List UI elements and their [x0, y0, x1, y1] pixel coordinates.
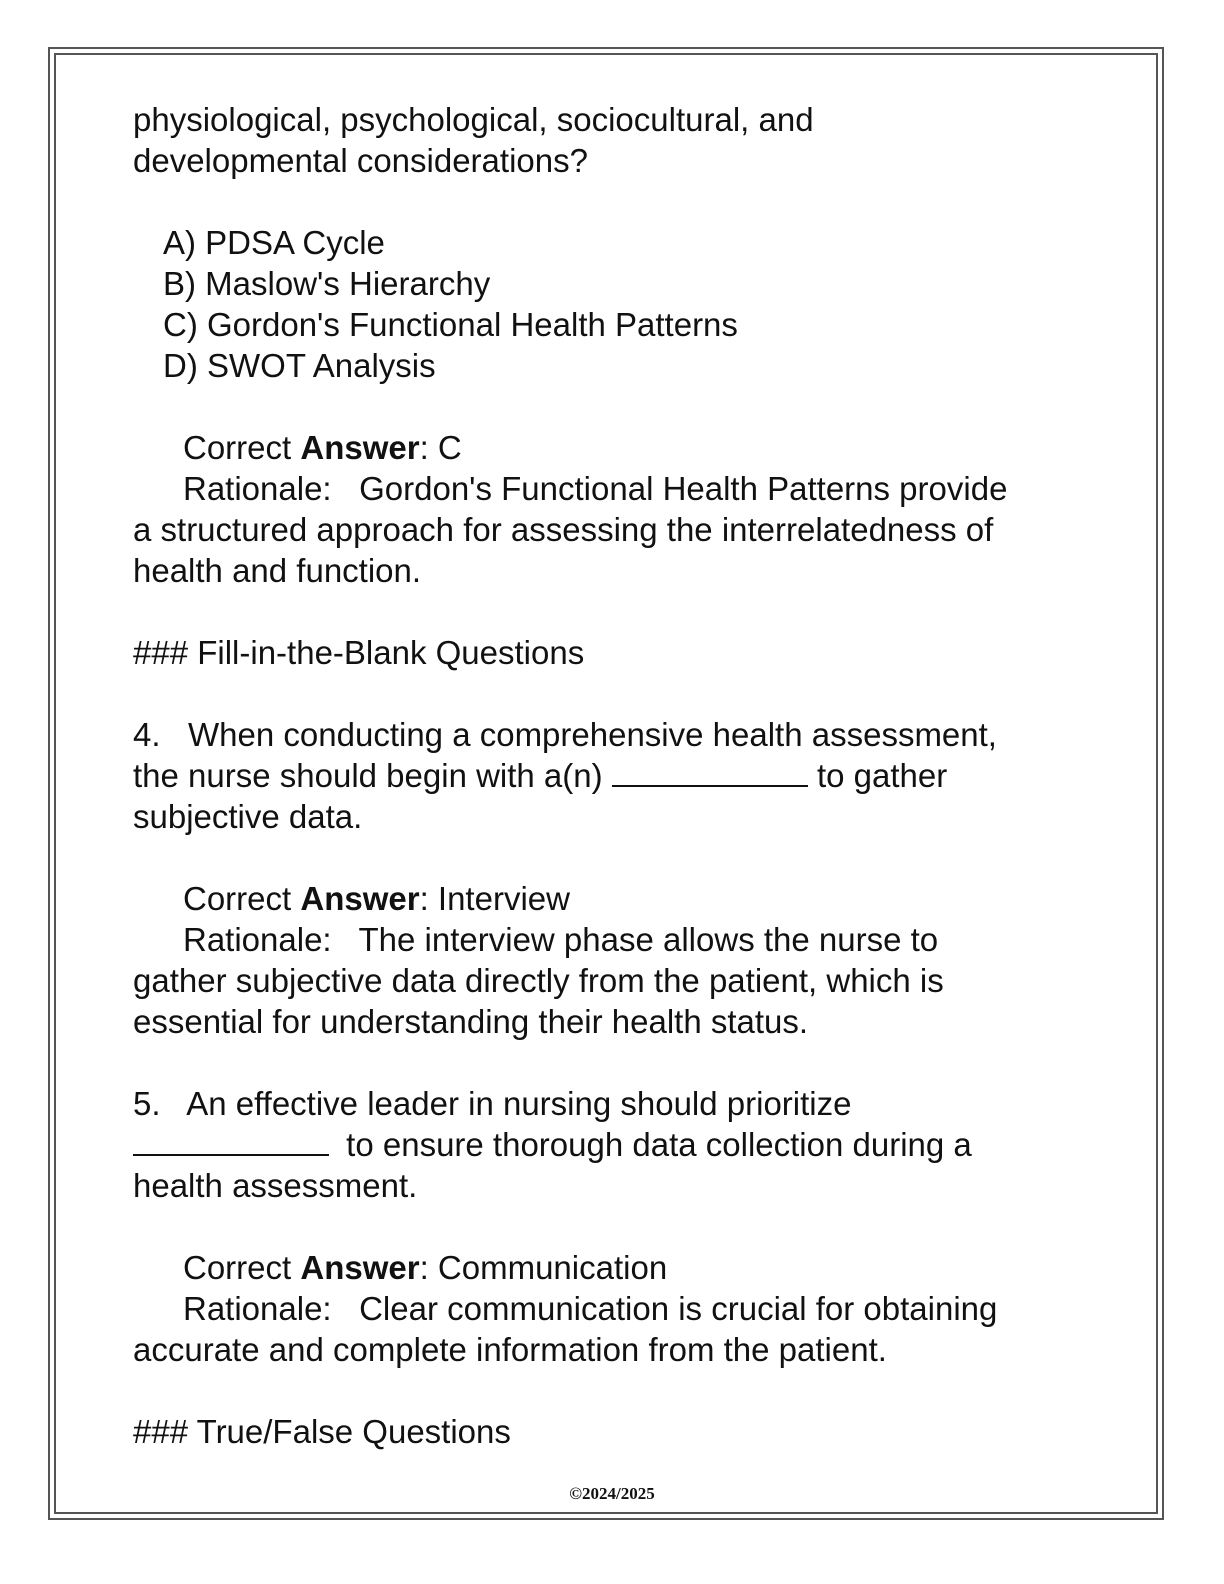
- q5-correct-answer: Correct Answer: Communication: [183, 1249, 668, 1286]
- q4-correct-answer: Correct Answer: Interview: [183, 880, 570, 917]
- q4-rationale-line: essential for understanding their health status.: [133, 1003, 809, 1040]
- q3-stem-line: developmental considerations?: [133, 142, 588, 179]
- copyright-footer: ©2024/2025: [569, 1484, 655, 1503]
- q3-option-b: B) Maslow's Hierarchy: [163, 265, 491, 302]
- q3-rationale-line: a structured approach for assessing the interrelatedness of: [133, 511, 994, 548]
- q4-blank: [612, 757, 808, 787]
- q5-stem-line: 5. An effective leader in nursing should prioritize: [133, 1085, 852, 1122]
- q5-blank: [133, 1126, 329, 1156]
- q4-stem-line: subjective data.: [133, 798, 363, 835]
- q4-stem-line: 4. When conducting a comprehensive health assessment,: [133, 716, 997, 753]
- document-body: [133, 99, 1093, 1452]
- q5-rationale-line: accurate and complete information from the patient.: [133, 1331, 887, 1368]
- q4-rationale-line: gather subjective data directly from the patient, which is: [133, 962, 944, 999]
- q5-stem-line: health assessment.: [133, 1167, 418, 1204]
- q5-rationale-line: Rationale: Clear communication is crucial for obtaining: [183, 1290, 998, 1327]
- q4-rationale-line: Rationale: The interview phase allows the nurse to: [183, 921, 939, 958]
- q4-stem-line: the nurse should begin with a(n) to gather: [133, 757, 948, 794]
- q3-stem-line: physiological, psychological, sociocultural, and: [133, 101, 814, 138]
- q5-stem-line: to ensure thorough data collection during a: [133, 1124, 1093, 1165]
- section-heading-true-false: ### True/False Questions: [133, 1413, 511, 1450]
- q3-rationale-line: Rationale: Gordon's Functional Health Patterns provide: [183, 470, 1008, 507]
- q3-option-a: A) PDSA Cycle: [163, 224, 385, 261]
- q3-option-d: D) SWOT Analysis: [163, 347, 436, 384]
- section-heading-fill-in-blank: ### Fill-in-the-Blank Questions: [133, 634, 585, 671]
- q3-rationale-line: health and function.: [133, 552, 422, 589]
- q3-correct-answer: Correct Answer: C: [183, 429, 462, 466]
- q3-option-c: C) Gordon's Functional Health Patterns: [163, 306, 738, 343]
